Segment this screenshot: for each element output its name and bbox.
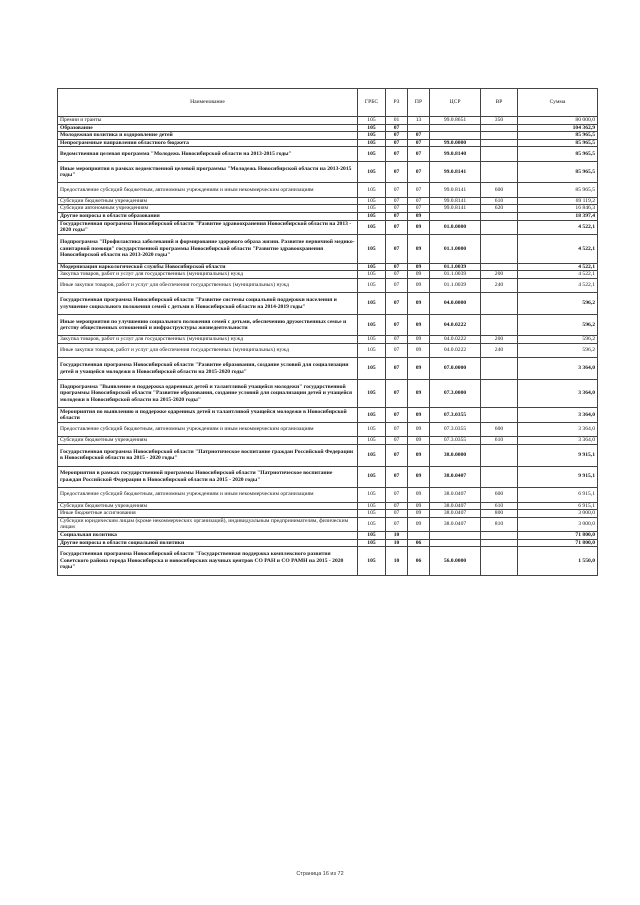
cell-csr	[430, 124, 481, 132]
cell-name: Закупка товаров, работ и услуг для государственных (муниципальных) нужд	[58, 271, 358, 279]
cell-rz: 07	[386, 124, 408, 132]
cell-csr: 04.0.0222	[430, 343, 481, 358]
cell-rz: 07	[386, 336, 408, 344]
cell-rz: 07	[386, 437, 408, 445]
cell-rz: 07	[386, 205, 408, 213]
cell-sum: 4 522,1	[518, 278, 598, 293]
cell-rz: 07	[386, 488, 408, 503]
cell-pr: 09	[408, 278, 430, 293]
cell-rz: 07	[386, 314, 408, 336]
cell-name: Другие вопросы в области образования	[58, 213, 358, 221]
cell-rz: 07	[386, 445, 408, 467]
cell-csr: 99.0.8651	[430, 117, 481, 125]
cell-sum: 6 915,1	[518, 488, 598, 503]
table-row	[58, 117, 598, 125]
cell-rz: 07	[386, 278, 408, 293]
header-rz: РЗ	[386, 89, 408, 117]
cell-rz: 07	[386, 502, 408, 510]
cell-pr: 09	[408, 379, 430, 408]
cell-pr: 09	[408, 358, 430, 380]
cell-sum: 71 800,0	[518, 532, 598, 540]
cell-sum: 9 915,1	[518, 466, 598, 488]
table-row	[58, 132, 598, 140]
cell-rz: 07	[386, 408, 408, 423]
cell-sum: 85 965,5	[518, 183, 598, 198]
cell-pr: 09	[408, 445, 430, 467]
cell-pr: 09	[408, 517, 430, 532]
cell-grbs: 105	[358, 197, 386, 205]
cell-sum: 4 522,1	[518, 220, 598, 235]
cell-sum: 1 550,0	[518, 547, 598, 576]
table-row	[58, 197, 598, 205]
cell-vr: 610	[481, 437, 518, 445]
header-pr: ПР	[408, 89, 430, 117]
cell-rz: 07	[386, 161, 408, 183]
cell-sum: 596,2	[518, 343, 598, 358]
cell-sum: 85 965,5	[518, 161, 598, 183]
cell-name: Непрограммные направления областного бюджета	[58, 139, 358, 147]
cell-sum: 596,2	[518, 314, 598, 336]
cell-grbs: 105	[358, 220, 386, 235]
cell-csr: 04.0.0222	[430, 336, 481, 344]
cell-csr	[430, 539, 481, 547]
cell-csr: 07.3.0355	[430, 422, 481, 437]
cell-rz: 07	[386, 183, 408, 198]
cell-grbs: 105	[358, 213, 386, 221]
cell-grbs: 105	[358, 532, 386, 540]
cell-pr: 07	[408, 161, 430, 183]
cell-csr: 56.0.0000	[430, 547, 481, 576]
cell-vr	[481, 161, 518, 183]
cell-vr	[481, 539, 518, 547]
table-row	[58, 539, 598, 547]
cell-grbs: 105	[358, 539, 386, 547]
cell-rz: 07	[386, 466, 408, 488]
table-row	[58, 220, 598, 235]
cell-grbs: 105	[358, 422, 386, 437]
cell-name: Субсидии юридическим лицам (кроме некоммерческих организаций), индивидуальным предпринимателям, физическим лицам	[58, 517, 358, 532]
cell-name: Государственная программа Новосибирской области "Патриотическое воспитание граждан Российской Федерации в Новосибирской области на 2015 - 2020 годы"	[58, 445, 358, 467]
cell-sum: 18 397,4	[518, 213, 598, 221]
cell-csr: 38.0.0000	[430, 445, 481, 467]
cell-sum: 80 000,0	[518, 117, 598, 125]
cell-rz: 07	[386, 293, 408, 315]
cell-rz: 07	[386, 235, 408, 264]
table-row	[58, 235, 598, 264]
table-row	[58, 437, 598, 445]
cell-vr	[481, 220, 518, 235]
cell-pr: 09	[408, 437, 430, 445]
cell-rz: 07	[386, 422, 408, 437]
cell-grbs: 105	[358, 408, 386, 423]
cell-pr: 07	[408, 197, 430, 205]
cell-pr: 07	[408, 132, 430, 140]
cell-name: Образование	[58, 124, 358, 132]
cell-grbs: 105	[358, 502, 386, 510]
cell-grbs: 105	[358, 205, 386, 213]
cell-sum: 4 522,1	[518, 263, 598, 271]
cell-rz: 07	[386, 358, 408, 380]
cell-sum: 3 364,0	[518, 422, 598, 437]
table-row	[58, 422, 598, 437]
table-row	[58, 271, 598, 279]
table-row	[58, 278, 598, 293]
cell-pr: 07	[408, 205, 430, 213]
cell-name: Премии и гранты	[58, 117, 358, 125]
cell-name: Иные мероприятия по улучшению социального положения семей с детьми, обеспечению дружественных семье и детству общественных отношений и инфраструктуры жизнедеятельности	[58, 314, 358, 336]
table-row	[58, 488, 598, 503]
cell-pr: 09	[408, 466, 430, 488]
cell-vr	[481, 293, 518, 315]
cell-vr	[481, 235, 518, 264]
cell-rz: 07	[386, 343, 408, 358]
cell-vr	[481, 213, 518, 221]
cell-name: Подпрограмма "Профилактика заболеваний и формирование здорового образа жизни. Развитие первичной медико-санитарной помощи" государственной программы Новосибирской области "Развитие здравоохранения Новосибирской области на 2013-2020 годы"	[58, 235, 358, 264]
cell-pr: 06	[408, 539, 430, 547]
table-row	[58, 263, 598, 271]
cell-pr: 09	[408, 336, 430, 344]
cell-csr: 01.1.0039	[430, 271, 481, 279]
cell-grbs: 105	[358, 278, 386, 293]
cell-pr: 13	[408, 117, 430, 125]
cell-grbs: 105	[358, 271, 386, 279]
cell-sum: 3 364,0	[518, 437, 598, 445]
cell-vr: 200	[481, 271, 518, 279]
cell-rz: 10	[386, 539, 408, 547]
cell-vr: 600	[481, 422, 518, 437]
cell-vr: 620	[481, 205, 518, 213]
cell-csr: 38.0.0407	[430, 466, 481, 488]
table-row	[58, 183, 598, 198]
cell-name: Закупка товаров, работ и услуг для государственных (муниципальных) нужд	[58, 336, 358, 344]
table-header-row	[58, 89, 598, 117]
table-body	[58, 117, 598, 576]
cell-csr: 01.1.0039	[430, 278, 481, 293]
cell-grbs: 105	[358, 314, 386, 336]
cell-vr	[481, 532, 518, 540]
cell-grbs: 105	[358, 488, 386, 503]
header-sum: Сумма	[518, 89, 598, 117]
table-row	[58, 213, 598, 221]
cell-vr: 240	[481, 343, 518, 358]
header-name: Наименование	[58, 89, 358, 117]
cell-sum: 9 915,1	[518, 445, 598, 467]
cell-vr	[481, 379, 518, 408]
cell-csr: 99.0.8141	[430, 183, 481, 198]
cell-sum: 85 965,5	[518, 147, 598, 162]
cell-rz: 10	[386, 532, 408, 540]
cell-sum: 71 800,0	[518, 539, 598, 547]
cell-grbs: 105	[358, 183, 386, 198]
cell-grbs: 105	[358, 379, 386, 408]
cell-pr: 09	[408, 488, 430, 503]
cell-grbs: 105	[358, 336, 386, 344]
cell-name: Молодежная политика и оздоровление детей	[58, 132, 358, 140]
cell-sum: 3 364,0	[518, 379, 598, 408]
cell-csr: 07.3.0355	[430, 437, 481, 445]
cell-vr: 600	[481, 488, 518, 503]
cell-pr: 09	[408, 343, 430, 358]
cell-sum: 4 522,1	[518, 271, 598, 279]
cell-vr: 240	[481, 278, 518, 293]
cell-vr: 350	[481, 117, 518, 125]
cell-pr: 09	[408, 271, 430, 279]
table-row	[58, 147, 598, 162]
cell-vr	[481, 147, 518, 162]
cell-pr: 07	[408, 139, 430, 147]
cell-rz: 07	[386, 139, 408, 147]
cell-grbs: 105	[358, 235, 386, 264]
cell-vr: 200	[481, 336, 518, 344]
cell-grbs: 105	[358, 139, 386, 147]
header-grbs: ГРБС	[358, 89, 386, 117]
cell-name: Государственная программа Новосибирской области "Государственная поддержка комплексного развития Советского района города Новосибирска и новосибирских научных центров СО РАН и СО РАМН на 2015 - 2020 годы"	[58, 547, 358, 576]
cell-rz: 07	[386, 132, 408, 140]
cell-pr: 09	[408, 213, 430, 221]
cell-pr: 07	[408, 183, 430, 198]
cell-csr: 38.0.0407	[430, 517, 481, 532]
table-row	[58, 502, 598, 510]
cell-name: Иные бюджетные ассигнования	[58, 510, 358, 518]
table-row	[58, 547, 598, 576]
cell-rz: 10	[386, 547, 408, 576]
table-row	[58, 510, 598, 518]
page-footer: Страница 16 из 72	[296, 871, 344, 877]
cell-name: Предоставление субсидий бюджетным, автономным учреждениям и иным некоммерческим организациям	[58, 183, 358, 198]
cell-rz: 07	[386, 213, 408, 221]
cell-grbs: 105	[358, 510, 386, 518]
cell-sum: 69 119,2	[518, 197, 598, 205]
cell-pr: 09	[408, 235, 430, 264]
cell-sum: 4 522,1	[518, 235, 598, 264]
cell-sum: 3 000,0	[518, 510, 598, 518]
cell-csr: 99.0.8141	[430, 205, 481, 213]
cell-pr: 06	[408, 547, 430, 576]
cell-sum: 6 915,1	[518, 502, 598, 510]
cell-csr: 07.3.0000	[430, 379, 481, 408]
cell-vr	[481, 408, 518, 423]
header-csr: ЦСР	[430, 89, 481, 117]
cell-grbs: 105	[358, 358, 386, 380]
cell-sum: 596,2	[518, 336, 598, 344]
cell-name: Модернизация наркологической службы Новосибирской области	[58, 263, 358, 271]
cell-grbs: 105	[358, 293, 386, 315]
cell-csr: 99.0.0000	[430, 139, 481, 147]
table-row	[58, 293, 598, 315]
cell-name: Предоставление субсидий бюджетным, автономным учреждениям и иным некоммерческим организациям	[58, 488, 358, 503]
cell-name: Другие вопросы в области социальной политики	[58, 539, 358, 547]
cell-csr: 04.0.0222	[430, 314, 481, 336]
cell-sum: 3 364,0	[518, 358, 598, 380]
cell-pr: 07	[408, 147, 430, 162]
cell-grbs: 105	[358, 161, 386, 183]
cell-sum: 596,2	[518, 293, 598, 315]
cell-name: Иные закупки товаров, работ и услуг для обеспечения государственных (муниципальных) нужд	[58, 343, 358, 358]
cell-csr	[430, 132, 481, 140]
cell-csr: 99.0.8141	[430, 161, 481, 183]
table-row	[58, 445, 598, 467]
cell-csr: 01.1.0000	[430, 235, 481, 264]
cell-vr	[481, 132, 518, 140]
cell-name: Субсидии бюджетным учреждениям	[58, 437, 358, 445]
cell-name: Мероприятия в рамках государственной программы Новосибирской области "Патриотическое воспитание граждан Российской Федерации в Новосибирской области на 2015 - 2020 годы"	[58, 466, 358, 488]
cell-csr: 01.0.0000	[430, 220, 481, 235]
table-row	[58, 205, 598, 213]
table-row	[58, 379, 598, 408]
cell-vr	[481, 547, 518, 576]
cell-vr	[481, 314, 518, 336]
cell-pr	[408, 124, 430, 132]
cell-name: Государственная программа Новосибирской области "Развитие системы социальной поддержки населения и улучшение социального положения семей с детьми в Новосибирской области на 2014-2019 годы"	[58, 293, 358, 315]
cell-grbs: 105	[358, 132, 386, 140]
cell-vr	[481, 445, 518, 467]
cell-grbs: 105	[358, 117, 386, 125]
table-row	[58, 161, 598, 183]
cell-csr	[430, 532, 481, 540]
cell-pr: 09	[408, 510, 430, 518]
cell-csr: 38.0.0407	[430, 510, 481, 518]
cell-rz: 07	[386, 510, 408, 518]
cell-name: Мероприятия по выявлению и поддержке одаренных детей и талантливой учащейся молодежи в Новосибирской области	[58, 408, 358, 423]
cell-grbs: 105	[358, 517, 386, 532]
cell-grbs: 105	[358, 263, 386, 271]
cell-rz: 07	[386, 263, 408, 271]
cell-csr	[430, 213, 481, 221]
cell-csr: 99.0.8140	[430, 147, 481, 162]
cell-sum: 85 965,5	[518, 132, 598, 140]
cell-grbs: 105	[358, 147, 386, 162]
cell-grbs: 105	[358, 124, 386, 132]
cell-name: Подпрограмма "Выявление и поддержка одаренных детей и талантливой учащейся молодежи" государственной программы Новосибирской области "Развитие образования, создание условий для социализации детей и учащейся молодежи в Новосибирской области на 2015-2020 годы"	[58, 379, 358, 408]
cell-pr: 09	[408, 220, 430, 235]
cell-name: Государственная программа Новосибирской области "Развитие образования, создание условий для социализации детей и учащейся молодежи в Новосибирской области на 2015-2020 годы"	[58, 358, 358, 380]
cell-csr: 99.0.8141	[430, 197, 481, 205]
header-vr: ВР	[481, 89, 518, 117]
cell-vr: 610	[481, 197, 518, 205]
cell-vr	[481, 139, 518, 147]
cell-vr	[481, 358, 518, 380]
cell-rz: 07	[386, 197, 408, 205]
cell-grbs: 105	[358, 445, 386, 467]
cell-csr: 38.0.0407	[430, 502, 481, 510]
cell-pr: 09	[408, 263, 430, 271]
cell-vr	[481, 124, 518, 132]
cell-vr	[481, 263, 518, 271]
cell-pr: 09	[408, 422, 430, 437]
cell-pr	[408, 532, 430, 540]
cell-name: Ведомственная целевая программа "Молодежь Новосибирской области на 2013-2015 годы"	[58, 147, 358, 162]
table-row	[58, 466, 598, 488]
table-row	[58, 124, 598, 132]
table-row	[58, 343, 598, 358]
table-row	[58, 408, 598, 423]
cell-rz: 07	[386, 517, 408, 532]
table-row	[58, 336, 598, 344]
cell-csr: 07.0.0000	[430, 358, 481, 380]
cell-name: Предоставление субсидий бюджетным, автономным учреждениям и иным некоммерческим организациям	[58, 422, 358, 437]
cell-pr: 09	[408, 293, 430, 315]
cell-name: Субсидии бюджетным учреждениям	[58, 197, 358, 205]
table-row	[58, 517, 598, 532]
cell-csr: 07.3.0355	[430, 408, 481, 423]
cell-rz: 07	[386, 147, 408, 162]
table-row	[58, 314, 598, 336]
cell-grbs: 105	[358, 437, 386, 445]
cell-vr: 600	[481, 183, 518, 198]
cell-sum: 16 846,3	[518, 205, 598, 213]
cell-name: Иные закупки товаров, работ и услуг для обеспечения государственных (муниципальных) нужд	[58, 278, 358, 293]
cell-sum: 3 364,0	[518, 408, 598, 423]
cell-name: Иные мероприятия в рамках ведомственной целевой программы "Молодежь Новосибирской области на 2013-2015 годы"	[58, 161, 358, 183]
cell-pr: 09	[408, 502, 430, 510]
cell-grbs: 105	[358, 343, 386, 358]
cell-rz: 07	[386, 379, 408, 408]
cell-name: Субсидии автономным учреждениям	[58, 205, 358, 213]
cell-grbs: 105	[358, 547, 386, 576]
table-row	[58, 139, 598, 147]
cell-rz: 07	[386, 271, 408, 279]
cell-vr	[481, 466, 518, 488]
cell-name: Государственная программа Новосибирской области "Развитие здравоохранения Новосибирской области на 2013 - 2020 годы"	[58, 220, 358, 235]
table-row	[58, 532, 598, 540]
budget-table	[57, 88, 598, 576]
cell-grbs: 105	[358, 466, 386, 488]
cell-rz: 01	[386, 117, 408, 125]
cell-vr: 810	[481, 517, 518, 532]
cell-csr: 01.1.0039	[430, 263, 481, 271]
cell-vr: 800	[481, 510, 518, 518]
cell-name: Субсидии бюджетным учреждениям	[58, 502, 358, 510]
cell-csr: 04.0.0000	[430, 293, 481, 315]
cell-vr: 610	[481, 502, 518, 510]
cell-sum: 104 362,9	[518, 124, 598, 132]
cell-name: Социальная политика	[58, 532, 358, 540]
cell-pr: 09	[408, 314, 430, 336]
cell-pr: 09	[408, 408, 430, 423]
cell-rz: 07	[386, 220, 408, 235]
cell-csr: 38.0.0407	[430, 488, 481, 503]
cell-sum: 85 965,5	[518, 139, 598, 147]
cell-sum: 3 000,0	[518, 517, 598, 532]
table-row	[58, 358, 598, 380]
